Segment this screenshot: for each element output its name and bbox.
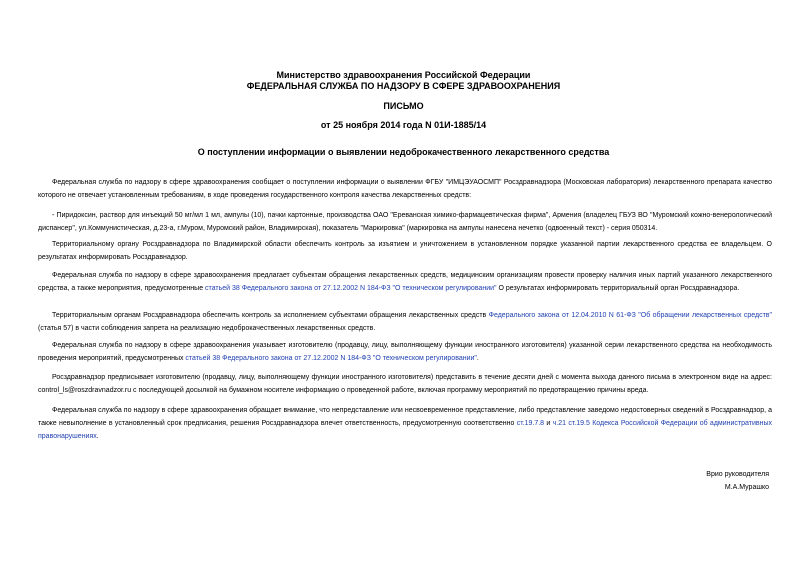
- ministry-title: Министерство здравоохранения Российской Федерации: [276, 70, 531, 80]
- paragraph-text: Территориальным органам Росздравнадзора обеспечить контроль за исполнением субъектами обращения лекарственных средств: [52, 312, 489, 319]
- paragraph-text: Федеральная служба по надзору в сфере здравоохранения обращает внимание, что непредставление или несвоевременное представление, либо представление заведомо недостоверных сведений в Росздравнадзор, а также невыполнение в установленный срок предписания, решения Росздравнадзора влечет ответственность, предусмотренную соответственно: [38, 407, 772, 427]
- paragraph-3: [38, 238, 772, 264]
- paragraph-1: [38, 176, 772, 202]
- law-reference-link[interactable]: Федерального закона от 12.04.2010 N 61-ФЗ "Об обращении лекарственных средств": [488, 312, 772, 319]
- paragraph-text: (статья 57) в части соблюдения запрета на реализацию недоброкачественных лекарственных средств.: [38, 325, 376, 332]
- paragraph-text: и: [544, 420, 553, 427]
- signature-position: Врио руководителя: [706, 471, 769, 478]
- paragraph-8: [38, 404, 772, 443]
- document-subject: О поступлении информации о выявлении недоброкачественного лекарственного средства: [197, 147, 610, 157]
- paragraph-text: .: [96, 433, 99, 440]
- paragraph-text: Территориальному органу Росздравнадзора по Владимирской области обеспечить контроль за изъятием и уничтожением в установленном порядке указанной партии лекарственного средства ее владельцем. О результатах информировать Росздравнадзор.: [38, 241, 772, 261]
- law-reference-link[interactable]: статьей 38 Федерального закона от 27.12.2002 N 184-ФЗ "О техническом регулировании": [185, 355, 477, 362]
- paragraph-text: Росздравнадзор предписывает изготовителю (продавцу, лицу, выполняющему функции иностранного изготовителя) представить в течение десяти дней с момента выхода данного письма в электронном виде на адрес: control_ls@roszdravnadzor.ru с последующей досылкой на бумажном носителе информацию о проведенной работе, включая программу мероприятий по предотвращению причины вреда.: [38, 374, 772, 394]
- paragraph-text: Федеральная служба по надзору в сфере здравоохранения предлагает субъектам обращения лекарственных средств, медицинским организациям провести проверку наличия иных партий указанного лекарственного средства, а также мероприятия, предусмотренные: [38, 272, 772, 292]
- law-reference-link[interactable]: ч.21 ст.19.5 Кодекса Российской Федерации об административных правонарушениях: [38, 420, 772, 440]
- paragraph-4: [38, 269, 772, 295]
- paragraph-7: [38, 371, 772, 397]
- law-reference-link[interactable]: ст.19.7.8: [516, 420, 545, 427]
- paragraph-text: Федеральная служба по надзору в сфере здравоохранения указывает изготовителю (продавцу, лицу, выполняющему функции иностранного изготовителя) указанной серии лекарственного средства на необходимость проведения мероприятий, предусмотренных: [38, 342, 772, 362]
- paragraph-text: О результатах информировать территориальный орган Росздравнадзора.: [496, 285, 740, 292]
- document-type: ПИСЬМО: [383, 101, 424, 111]
- law-reference-link[interactable]: статьей 38 Федерального закона от 27.12.2002 N 184-ФЗ "О техническом регулировании": [205, 285, 497, 292]
- paragraph-text: Федеральная служба по надзору в сфере здравоохранения сообщает о поступлении информации о выявлении ФГБУ "ИМЦЭУАОСМП" Росздравнадзора (Московская лаборатория) лекарственного препарата качество которого не отвечает установленным требованиям, в ходе проведения государственного контроля качества лекарственных средств:: [38, 179, 772, 199]
- service-title: ФЕДЕРАЛЬНАЯ СЛУЖБА ПО НАДЗОРУ В СФЕРЕ ЗДРАВООХРАНЕНИЯ: [246, 81, 561, 91]
- paragraph-2: [38, 209, 772, 235]
- document-date-number: от 25 ноября 2014 года N 01И-1885/14: [320, 120, 487, 130]
- paragraph-text: .: [476, 355, 479, 362]
- paragraph-6: [38, 339, 772, 365]
- paragraph-5: [38, 309, 772, 335]
- signature-name: М.А.Мурашко: [724, 484, 769, 491]
- paragraph-text: - Пиридоксин, раствор для инъекций 50 мг/мл 1 мл, ампулы (10), пачки картонные, производства ОАО "Ереванская химико-фармацевтическая фирма", Армения (владелец ГБУЗ ВО "Муромский кожно-венерологический диспансер", ул.Коммунистическая, д.23-а, г.Муром, Муромский район, Владимирская), показатель "Маркировка" (маркировка на ампулы нанесена нечетко (одвоенный текст) - серия 050314.: [38, 212, 772, 232]
